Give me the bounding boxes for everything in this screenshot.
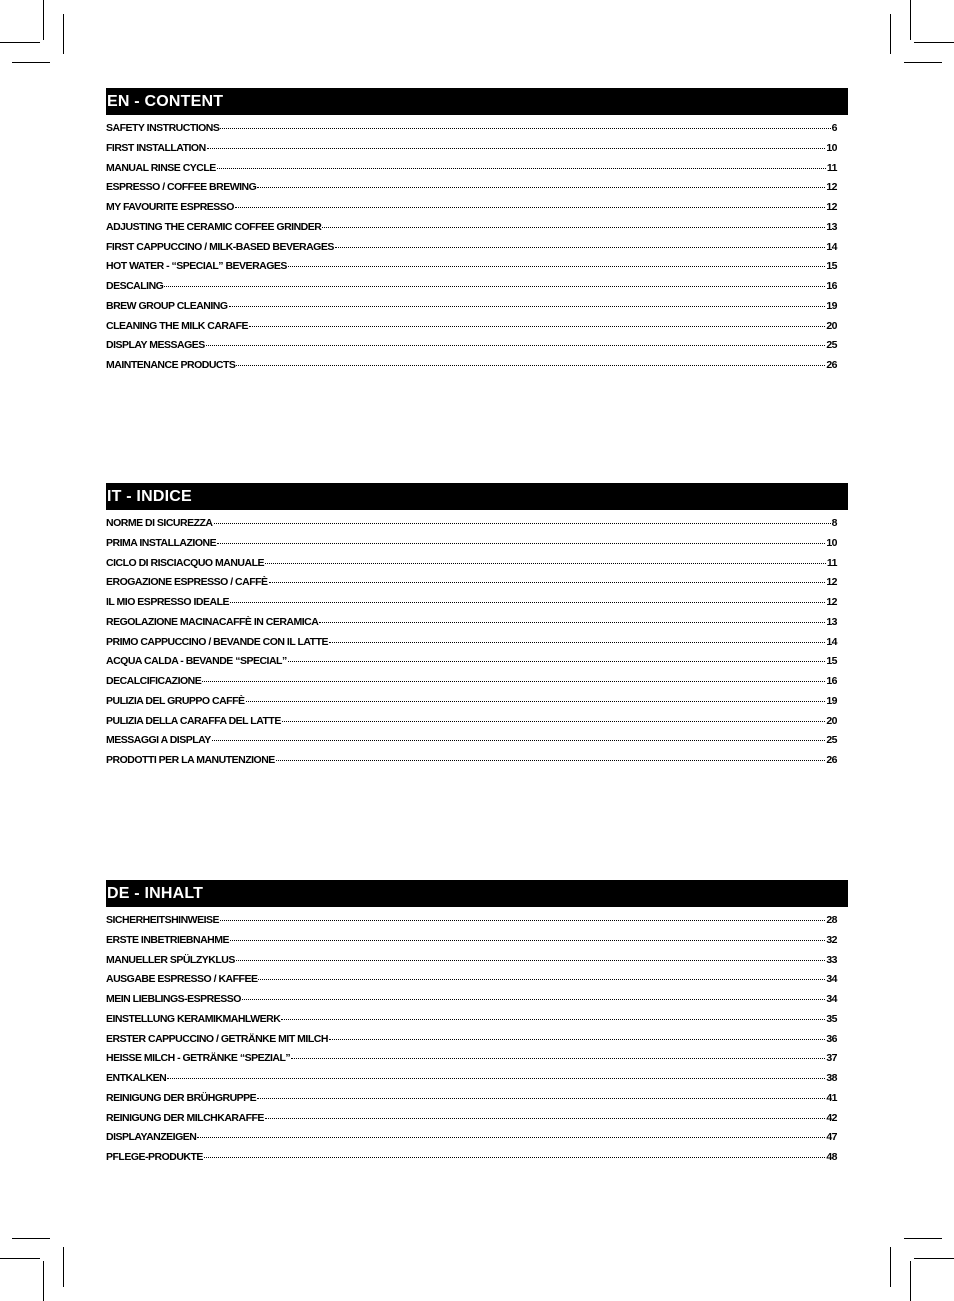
toc-entry	[106, 1131, 837, 1151]
dot-leader	[276, 760, 826, 761]
toc-entry-page: 10	[826, 141, 837, 154]
toc-entry	[106, 1151, 837, 1171]
toc-entry	[106, 934, 837, 954]
toc-entry-title: PRIMO CAPPUCCINO / BEVANDE CON IL LATTE	[106, 635, 329, 648]
dot-leader	[220, 920, 825, 921]
dot-leader	[322, 227, 825, 228]
toc-entry-title: MANUELLER SPÜLZYKLUS	[106, 953, 235, 966]
toc-entry-title: HEISSE MILCH - GETRÄNKE “SPEZIAL”	[106, 1052, 291, 1065]
toc-entry-page: 42	[826, 1111, 837, 1124]
toc-entry-page: 33	[826, 953, 837, 966]
dot-leader	[291, 1058, 825, 1059]
toc-entry-title: BREW GROUP CLEANING	[106, 299, 228, 312]
dot-leader	[167, 1078, 825, 1079]
toc-entry-page: 25	[826, 339, 837, 352]
dot-leader	[207, 148, 826, 149]
toc-entry-title: CICLO DI RISCIACQUO MANUALE	[106, 556, 264, 569]
dot-leader	[235, 207, 825, 208]
toc-entry-title: EROGAZIONE ESPRESSO / CAFFÈ	[106, 576, 268, 589]
dot-leader	[282, 721, 825, 722]
toc-entry-title: ENTKALKEN	[106, 1072, 167, 1084]
toc-entry-page: 35	[826, 1012, 837, 1025]
toc-entry-page: 19	[826, 694, 837, 707]
toc-entry-page: 12	[826, 596, 837, 608]
toc-entry-page: 25	[826, 734, 837, 747]
toc-entry-page: 13	[826, 615, 837, 628]
dot-leader	[249, 326, 825, 327]
toc-entry-title: PRODOTTI PER LA MANUTENZIONE	[106, 754, 275, 766]
toc-entry-page: 28	[826, 914, 837, 926]
crop-mark	[914, 42, 954, 43]
dot-leader	[206, 345, 826, 346]
toc-entry-page: 32	[826, 933, 837, 946]
crop-mark	[914, 1258, 954, 1259]
toc-entry-page: 13	[826, 220, 837, 233]
section-header: DE - INHALT	[106, 880, 848, 907]
dot-leader	[258, 979, 825, 980]
section-header: EN - CONTENT	[106, 88, 848, 115]
dot-leader	[329, 642, 825, 643]
toc-entry	[106, 201, 837, 221]
toc-entry	[106, 300, 837, 320]
toc-entry	[106, 221, 837, 241]
crop-mark	[0, 1258, 40, 1259]
toc-list	[106, 914, 837, 1171]
toc-entry	[106, 122, 837, 142]
toc-entry-title: REGOLAZIONE MACINACAFFÈ IN CERAMICA	[106, 615, 319, 628]
dot-leader	[164, 286, 825, 287]
toc-entry-title: REINIGUNG DER BRÜHGRUPPE	[106, 1091, 257, 1104]
toc-entry-title: FIRST CAPPUCCINO / MILK-BASED BEVERAGES	[106, 240, 334, 253]
dot-leader	[329, 1039, 825, 1040]
toc-entry-title: ADJUSTING THE CERAMIC COFFEE GRINDER	[106, 220, 322, 233]
crop-mark	[910, 0, 911, 40]
toc-entry-title: CLEANING THE MILK CARAFE	[106, 319, 248, 332]
toc-entry-page: 36	[826, 1032, 837, 1045]
toc-entry	[106, 280, 837, 300]
crop-mark	[910, 1261, 911, 1301]
toc-entry-page: 37	[826, 1052, 837, 1065]
toc-entry	[106, 1052, 837, 1072]
dot-leader	[202, 681, 825, 682]
dot-leader	[214, 523, 831, 524]
toc-entry-page: 26	[826, 754, 837, 766]
toc-entry	[106, 557, 837, 577]
dot-leader	[265, 1118, 825, 1119]
toc-entry-page: 12	[826, 181, 837, 194]
toc-list	[106, 517, 837, 774]
crop-mark	[63, 1247, 64, 1287]
toc-entry-title: PFLEGE-PRODUKTE	[106, 1151, 203, 1163]
toc-entry-page: 26	[826, 359, 837, 371]
toc-section-it	[106, 483, 848, 774]
toc-entry-title: AUSGABE ESPRESSO / KAFFEE	[106, 973, 258, 986]
toc-entry	[106, 576, 837, 596]
dot-leader	[257, 187, 825, 188]
section-header: IT - INDICE	[106, 483, 848, 510]
toc-entry	[106, 1092, 837, 1112]
toc-entry	[106, 695, 837, 715]
toc-entry-page: 41	[826, 1091, 837, 1104]
toc-entry	[106, 241, 837, 261]
toc-entry-title: FIRST INSTALLATION	[106, 141, 206, 154]
dot-leader	[230, 940, 825, 941]
toc-entry	[106, 162, 837, 182]
toc-entry-page: 12	[826, 576, 837, 589]
toc-entry-page: 47	[826, 1131, 837, 1144]
toc-list	[106, 122, 837, 379]
toc-entry-page: 34	[826, 973, 837, 986]
toc-entry	[106, 973, 837, 993]
crop-mark	[63, 14, 64, 54]
toc-entry-title: PRIMA INSTALLAZIONE	[106, 536, 217, 549]
toc-entry-page: 12	[826, 201, 837, 213]
toc-entry-title: PULIZIA DELLA CARAFFA DEL LATTE	[106, 714, 281, 727]
toc-entry-title: EINSTELLUNG KERAMIKMAHLWERK	[106, 1012, 281, 1025]
dot-leader	[246, 701, 826, 702]
toc-entry-title: PULIZIA DEL GRUPPO CAFFÈ	[106, 694, 245, 707]
toc-entry-title: MANUAL RINSE CYCLE	[106, 161, 216, 174]
toc-entry-title: ERSTE INBETRIEBNAHME	[106, 933, 230, 946]
toc-entry-page: 11	[826, 161, 837, 174]
toc-entry	[106, 517, 837, 537]
toc-entry	[106, 596, 837, 616]
toc-entry	[106, 675, 837, 695]
toc-entry	[106, 1013, 837, 1033]
toc-entry	[106, 320, 837, 340]
toc-entry	[106, 260, 837, 280]
toc-entry-title: MESSAGGI A DISPLAY	[106, 734, 211, 747]
toc-entry-title: SAFETY INSTRUCTIONS	[106, 122, 220, 134]
toc-entry	[106, 616, 837, 636]
dot-leader	[217, 543, 825, 544]
dot-leader	[281, 1019, 825, 1020]
toc-entry-page: 19	[826, 299, 837, 312]
toc-entry-title: MY FAVOURITE ESPRESSO	[106, 201, 234, 213]
toc-entry-title: REINIGUNG DER MILCHKARAFFE	[106, 1111, 264, 1124]
toc-entry-page: 14	[826, 240, 837, 253]
crop-mark	[12, 62, 50, 63]
toc-entry	[106, 993, 837, 1013]
dot-leader	[288, 266, 825, 267]
toc-entry-page: 20	[826, 319, 837, 332]
toc-entry	[106, 537, 837, 557]
dot-leader	[288, 661, 826, 662]
crop-mark	[904, 62, 942, 63]
toc-entry-page: 20	[826, 714, 837, 727]
toc-entry-page: 34	[826, 993, 837, 1005]
toc-entry	[106, 1072, 837, 1092]
crop-mark	[43, 1261, 44, 1301]
toc-entry-title: MAINTENANCE PRODUCTS	[106, 359, 236, 371]
toc-entry	[106, 1033, 837, 1053]
toc-entry-title: MEIN LIEBLINGS-ESPRESSO	[106, 993, 241, 1005]
toc-entry	[106, 954, 837, 974]
crop-mark	[0, 42, 40, 43]
dot-leader	[257, 1098, 825, 1099]
toc-entry	[106, 359, 837, 379]
crop-mark	[43, 0, 44, 40]
dot-leader	[217, 168, 826, 169]
toc-entry-title: NORME DI SICUREZZA	[106, 517, 213, 529]
toc-section-de	[106, 880, 848, 1171]
dot-leader	[319, 622, 825, 623]
dot-leader	[335, 247, 825, 248]
toc-entry-page: 16	[826, 675, 837, 687]
toc-entry-title: DISPLAY MESSAGES	[106, 339, 205, 352]
toc-entry-page: 8	[831, 517, 837, 529]
crop-mark	[904, 1238, 942, 1239]
toc-entry-title: DISPLAYANZEIGEN	[106, 1131, 197, 1144]
toc-entry-page: 38	[826, 1072, 837, 1084]
toc-entry	[106, 715, 837, 735]
toc-entry	[106, 1112, 837, 1132]
toc-entry	[106, 636, 837, 656]
toc-entry-title: DECALCIFICAZIONE	[106, 675, 202, 687]
toc-entry-title: DESCALING	[106, 280, 164, 292]
dot-leader	[269, 582, 826, 583]
dot-leader	[204, 1157, 825, 1158]
toc-entry-page: 6	[831, 122, 837, 134]
dot-leader	[197, 1137, 825, 1138]
toc-entry-title: ACQUA CALDA - BEVANDE “SPECIAL”	[106, 655, 287, 668]
dot-leader	[229, 306, 826, 307]
toc-entry-page: 11	[826, 556, 837, 569]
toc-entry-title: HOT WATER - “SPECIAL” BEVERAGES	[106, 260, 287, 273]
toc-entry-page: 15	[826, 260, 837, 273]
toc-entry-title: ERSTER CAPPUCCINO / GETRÄNKE MIT MILCH	[106, 1032, 328, 1045]
toc-entry-page: 15	[826, 655, 837, 668]
toc-entry	[106, 181, 837, 201]
toc-entry-page: 14	[826, 635, 837, 648]
crop-mark	[890, 14, 891, 54]
toc-entry	[106, 142, 837, 162]
toc-entry	[106, 734, 837, 754]
dot-leader	[265, 563, 826, 564]
toc-entry-page: 48	[826, 1151, 837, 1163]
dot-leader	[230, 602, 825, 603]
dot-leader	[236, 960, 825, 961]
crop-mark	[12, 1238, 50, 1239]
toc-entry	[106, 339, 837, 359]
dot-leader	[212, 740, 826, 741]
toc-entry	[106, 914, 837, 934]
dot-leader	[220, 128, 830, 129]
toc-entry-page: 10	[826, 536, 837, 549]
dot-leader	[236, 365, 825, 366]
toc-entry-page: 16	[826, 280, 837, 292]
toc-entry	[106, 754, 837, 774]
toc-entry-title: ESPRESSO / COFFEE BREWING	[106, 181, 257, 194]
dot-leader	[242, 999, 825, 1000]
toc-entry-title: SICHERHEITSHINWEISE	[106, 914, 220, 926]
toc-section-en	[106, 88, 848, 379]
toc-entry	[106, 655, 837, 675]
toc-entry-title: IL MIO ESPRESSO IDEALE	[106, 596, 229, 608]
crop-mark	[890, 1247, 891, 1287]
